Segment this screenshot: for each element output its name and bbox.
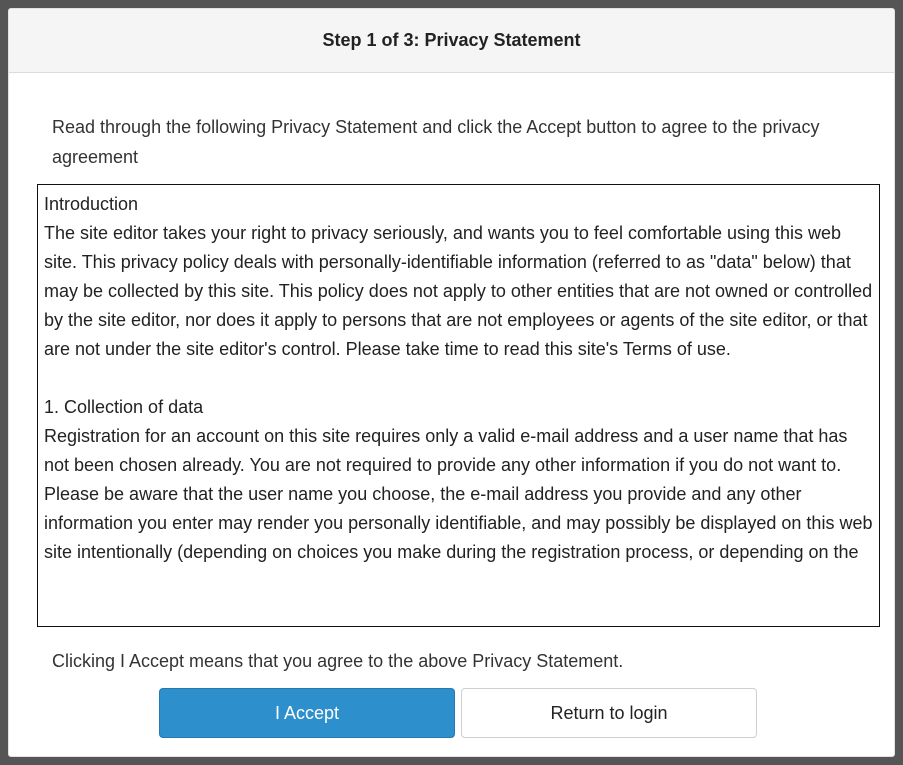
dialog-header (9, 9, 894, 73)
dialog-title: Step 1 of 3: Privacy Statement (322, 30, 581, 50)
instructions-text: Read through the following Privacy Statement and click the Accept button to agree to the privacy agreement (52, 117, 820, 167)
accept-notice: Clicking I Accept means that you agree to the above Privacy Statement. (52, 651, 624, 671)
section-heading-introduction: Introduction (44, 194, 139, 214)
privacy-statement-box[interactable] (37, 184, 880, 627)
section-body-introduction: The site editor takes your right to privacy seriously, and wants you to feel comfortable using this web site. This privacy policy deals with personally-identifiable information (referred to as "data" below) that may be collected by this site. This policy does not apply to other entities that are not owned or controlled by the site editor, nor does it apply to persons that are not employees or agents of the site editor, or that are not under the site editor's control. Please take time to read this site's Terms of use. (44, 223, 873, 359)
accept-button[interactable]: I Accept (159, 688, 455, 738)
return-to-login-button[interactable]: Return to login (461, 688, 757, 738)
section-body-collection: Registration for an account on this site requires only a valid e-mail address and a user name that has not been chosen already. You are not required to provide any other information if you do not want to. Please be aware that the user name you choose, the e-mail address you provide and any other information you enter may render you personally identifiable, and may possibly be displayed on this web site intentionally (depending on choices you make during the registration process, or depending on the (44, 426, 873, 562)
section-heading-collection: 1. Collection of data (44, 397, 204, 417)
privacy-dialog (8, 8, 895, 757)
section-spacer (44, 364, 873, 393)
